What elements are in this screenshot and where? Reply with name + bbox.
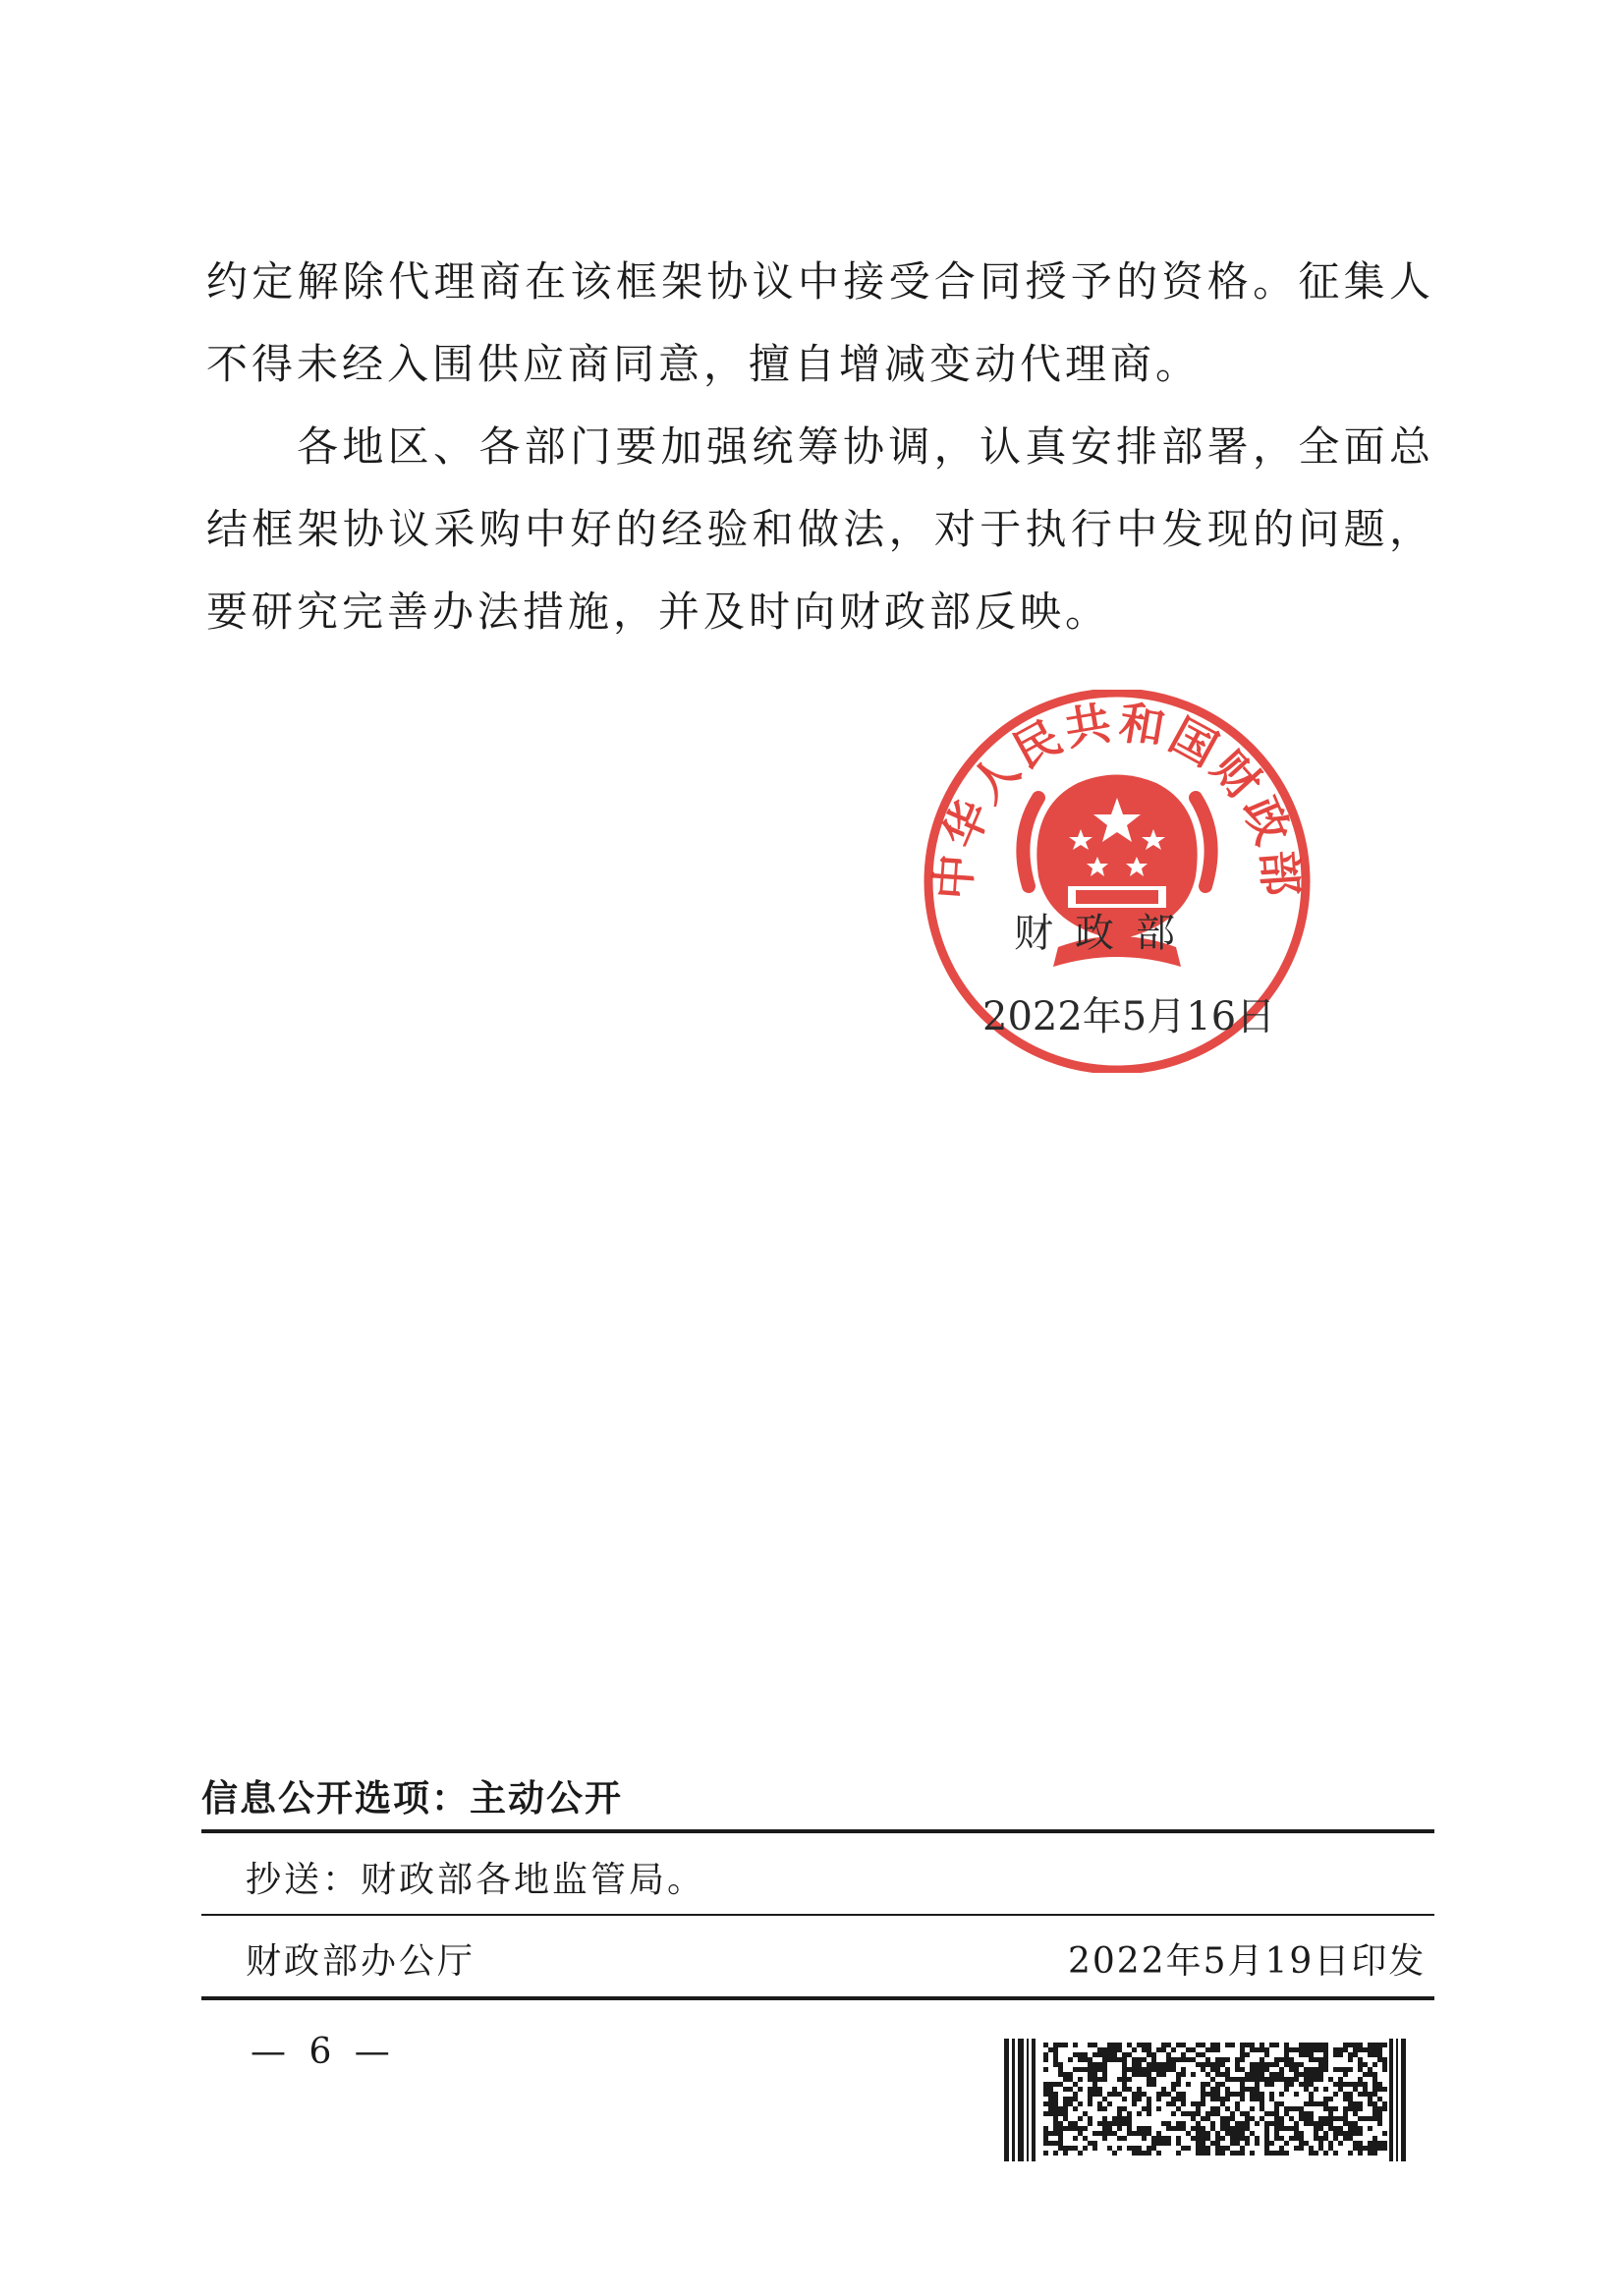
disclosure-option: 信息公开选项：主动公开	[201, 1777, 623, 1820]
footer-rule-middle	[201, 1914, 1434, 1916]
signature-organization: 财政部	[1014, 911, 1197, 956]
cc-line: 抄送：财政部各地监管局。	[246, 1860, 706, 1900]
svg-text:中华人民共和国财政部: 中华人民共和国财政部	[925, 695, 1309, 902]
paragraph-1: 约定解除代理商在该框架协议中接受合同授予的资格。征集人不得未经入围供应商同意，擅自增减变动代理商。	[206, 257, 1434, 388]
body-text	[206, 241, 1434, 653]
page-number: — 6 —	[251, 2032, 396, 2072]
signature-date: 2022年5月16日	[982, 994, 1276, 1039]
barcode-icon	[1004, 2039, 1409, 2161]
issue-date: 2022年5月19日印发	[1068, 1941, 1427, 1982]
footer-rule-bottom	[201, 1996, 1434, 2000]
issuing-office: 财政部办公厅	[246, 1941, 476, 1982]
paragraph-2: 各地区、各部门要加强统筹协调，认真安排部署，全面总结框架协议采购中好的经验和做法，对于执行中发现的问题，要研究完善办法措施，并及时向财政部反映。	[206, 422, 1434, 636]
footer-rule-top	[201, 1829, 1434, 1833]
